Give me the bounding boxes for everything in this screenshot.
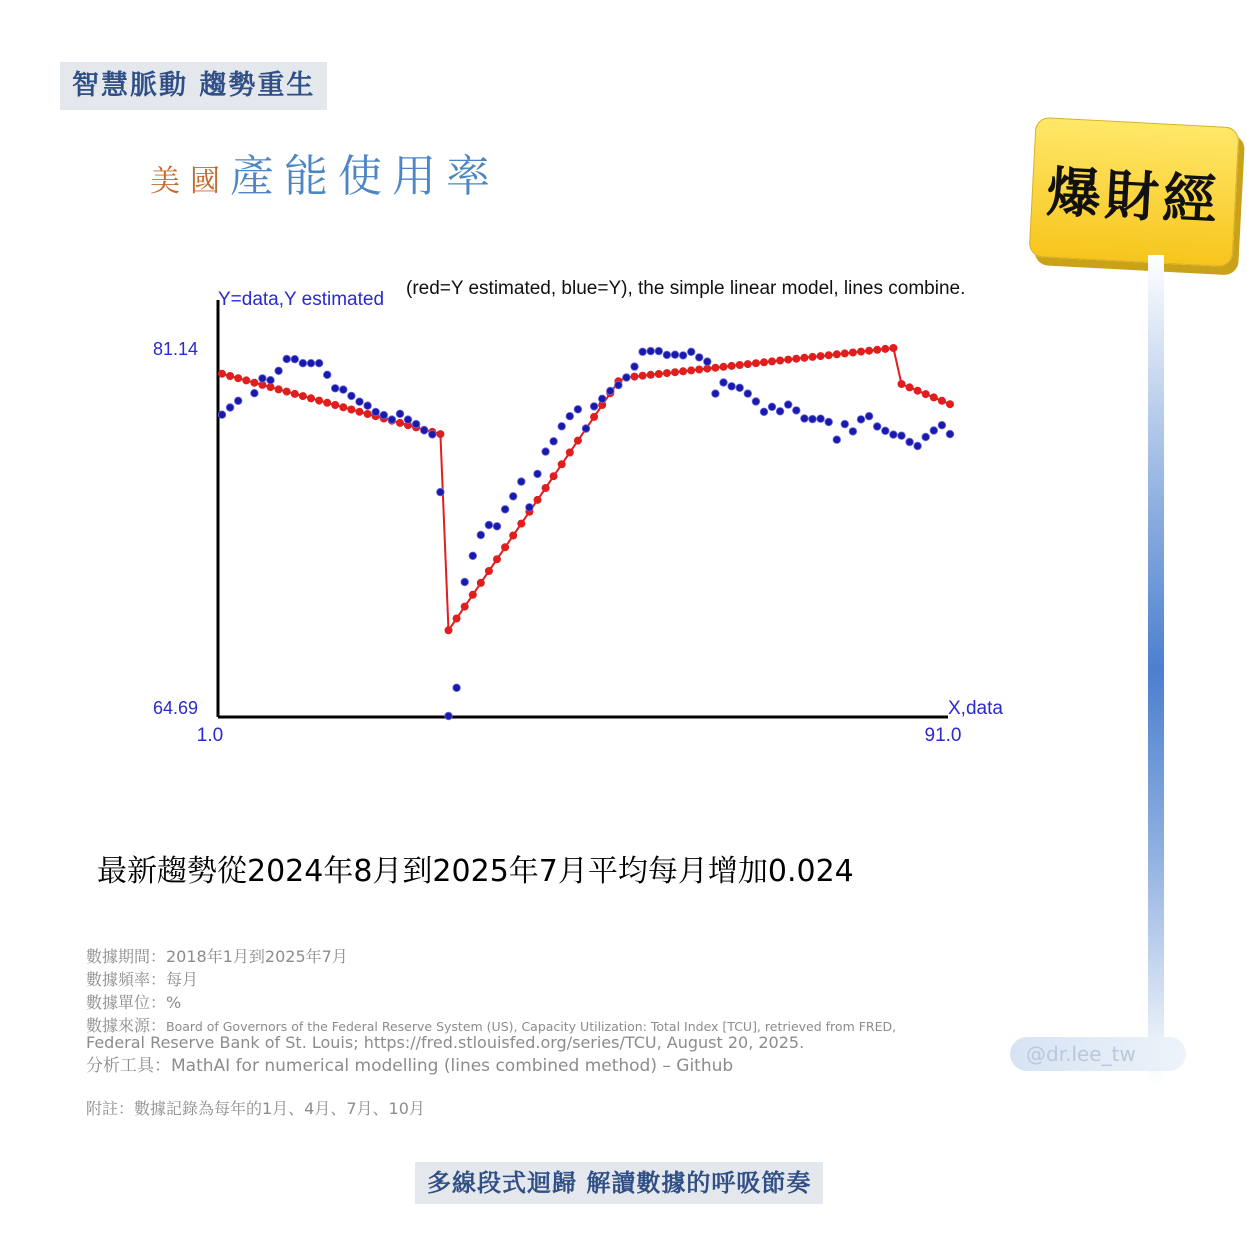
data-point — [396, 410, 404, 418]
estimated-point — [461, 603, 469, 611]
estimated-point — [234, 374, 242, 382]
data-point — [542, 448, 550, 456]
data-point — [404, 416, 412, 424]
estimated-point — [671, 368, 679, 376]
info-source-text-2: Federal Reserve Bank of St. Louis; https://fred.stlouisfed.org/series/TCU, August 20, 2025. — [86, 1033, 805, 1052]
data-point — [299, 359, 307, 367]
estimated-point — [291, 390, 299, 398]
info-frequency: 數據頻率：每月 — [86, 970, 199, 989]
estimated-point — [687, 366, 695, 374]
estimated-point — [760, 358, 768, 366]
estimated-point — [938, 397, 946, 405]
data-point — [356, 398, 364, 406]
x-axis-label: X,data — [948, 698, 1003, 719]
estimated-point — [728, 362, 736, 370]
data-point — [501, 506, 509, 514]
estimated-point — [550, 472, 558, 480]
data-point — [752, 398, 760, 406]
estimated-point — [631, 373, 639, 381]
estimated-point — [784, 356, 792, 364]
data-point — [647, 347, 655, 355]
estimated-point — [315, 397, 323, 405]
estimated-point — [679, 367, 687, 375]
data-point — [259, 375, 267, 383]
estimated-point — [800, 354, 808, 362]
estimated-point — [339, 403, 347, 411]
data-point — [873, 423, 881, 431]
estimated-point — [436, 430, 444, 438]
data-point — [558, 423, 566, 431]
estimated-point — [736, 361, 744, 369]
data-point — [469, 552, 477, 560]
estimated-point — [776, 357, 784, 365]
data-point — [631, 363, 639, 371]
estimated-point — [356, 408, 364, 416]
estimated-point — [655, 370, 663, 378]
data-point — [437, 488, 445, 496]
data-point — [461, 578, 469, 586]
title-main: 產能使用率 — [230, 151, 500, 202]
estimated-point — [307, 394, 315, 402]
x-tick-min: 1.0 — [196, 725, 224, 746]
estimated-point — [331, 401, 339, 409]
estimated-point — [574, 437, 582, 445]
data-point — [607, 387, 615, 395]
estimated-point — [477, 579, 485, 587]
info-tool: 分析工具：MathAI for numerical modelling (lines combined method) – Github — [86, 1056, 734, 1076]
info-unit: 數據單位：% — [86, 993, 182, 1012]
data-point — [445, 712, 453, 720]
data-point — [623, 374, 631, 382]
estimated-point — [857, 348, 865, 356]
estimated-point — [833, 350, 841, 358]
data-point — [412, 420, 420, 428]
footer-tag: 多線段式迴歸 解讀數據的呼吸節奏 — [415, 1162, 823, 1204]
estimated-point — [218, 370, 226, 378]
estimated-point — [881, 345, 889, 353]
data-point — [615, 381, 623, 389]
data-point — [914, 442, 922, 450]
data-point — [477, 531, 485, 539]
data-point — [598, 395, 606, 403]
info-note: 附註：數據記錄為每年的1月、4月、7月、10月 — [86, 1099, 425, 1118]
x-tick-max: 91.0 — [924, 725, 962, 746]
data-point — [849, 428, 857, 436]
estimated-point — [711, 364, 719, 372]
data-point — [922, 433, 930, 441]
data-point — [364, 402, 372, 410]
estimated-point — [517, 520, 525, 528]
trend-summary: 最新趨勢從2024年8月到2025年7月平均每月增加0.024 — [97, 854, 854, 889]
estimated-point — [898, 380, 906, 388]
estimated-line — [222, 348, 950, 630]
data-point — [865, 412, 873, 420]
data-point — [275, 367, 283, 375]
data-point — [582, 425, 590, 433]
data-point — [518, 478, 526, 486]
estimated-point — [250, 379, 258, 387]
estimated-point — [364, 410, 372, 418]
chart-title: (red=Y estimated, blue=Y), the simple linear model, lines combine. — [406, 278, 966, 299]
data-point — [251, 389, 259, 397]
data-point — [784, 401, 792, 409]
data-point — [526, 504, 534, 512]
data-point — [695, 354, 703, 362]
estimated-point — [752, 359, 760, 367]
data-point — [728, 383, 736, 391]
data-point — [744, 390, 752, 398]
data-point — [590, 403, 598, 411]
data-point — [234, 397, 242, 405]
info-source-text-1: Board of Governors of the Federal Reserve System (US), Capacity Utilization: Total Index [TCU], retrieved from FRED, — [166, 1019, 897, 1034]
estimated-point — [695, 366, 703, 374]
data-point — [226, 404, 234, 412]
estimated-point — [275, 385, 283, 393]
data-point — [704, 358, 712, 366]
data-point — [429, 431, 437, 439]
watermark: @dr.lee_tw — [1010, 1037, 1186, 1071]
data-point — [841, 420, 849, 428]
data-point — [493, 523, 501, 531]
estimated-point — [485, 567, 493, 575]
data-point — [712, 390, 720, 398]
data-point — [946, 430, 954, 438]
data-point — [380, 411, 388, 419]
data-point — [307, 359, 315, 367]
estimated-point — [768, 357, 776, 365]
estimated-point — [493, 555, 501, 563]
estimated-point — [347, 406, 355, 414]
estimated-point — [242, 376, 250, 384]
data-point — [833, 436, 841, 444]
data-point — [655, 347, 663, 355]
data-point — [930, 427, 938, 435]
estimated-point — [849, 349, 857, 357]
estimated-point — [445, 626, 453, 634]
data-point — [485, 521, 493, 529]
data-point — [509, 493, 517, 501]
data-point — [760, 408, 768, 416]
estimated-point — [323, 399, 331, 407]
estimated-point — [889, 344, 897, 352]
header-tag: 智慧脈動 趨勢重生 — [60, 62, 327, 110]
estimated-point — [663, 369, 671, 377]
data-point — [534, 470, 542, 478]
data-point — [817, 415, 825, 423]
estimated-point — [792, 355, 800, 363]
info-period: 數據期間：2018年1月到2025年7月 — [86, 947, 348, 966]
data-point — [372, 408, 380, 416]
data-point — [315, 359, 323, 367]
estimated-point — [930, 393, 938, 401]
title-prefix: 美國 — [150, 164, 230, 199]
data-point — [420, 427, 428, 435]
estimated-point — [825, 351, 833, 359]
data-point — [679, 352, 687, 360]
brand-badge-text: 爆財經 — [1045, 158, 1223, 233]
data-point — [566, 412, 574, 420]
estimated-point — [396, 419, 404, 427]
data-point — [340, 386, 348, 394]
estimated-point — [226, 372, 234, 380]
data-point — [938, 421, 946, 429]
estimated-point — [647, 371, 655, 379]
estimated-point — [906, 383, 914, 391]
estimated-point — [809, 353, 817, 361]
data-point — [857, 416, 865, 424]
data-point — [388, 416, 396, 424]
estimated-point — [542, 484, 550, 492]
estimated-point — [501, 543, 509, 551]
data-point — [639, 348, 647, 356]
y-tick-min: 64.69 — [152, 698, 198, 718]
data-point — [291, 355, 299, 363]
y-axis-label: Y=data,Y estimated — [218, 289, 385, 310]
data-point — [331, 385, 339, 393]
estimated-point — [744, 360, 752, 368]
estimated-point — [946, 400, 954, 408]
data-point — [906, 438, 914, 446]
estimated-point — [558, 460, 566, 468]
data-point — [890, 431, 898, 439]
data-point — [776, 408, 784, 416]
data-point — [218, 411, 226, 419]
estimated-point — [453, 615, 461, 623]
y-tick-max: 81.14 — [152, 339, 198, 359]
data-point — [720, 379, 728, 387]
data-point — [898, 432, 906, 440]
info-source-label: 數據來源： — [86, 1016, 167, 1035]
estimated-point — [639, 372, 647, 380]
data-point — [671, 351, 679, 359]
estimated-point — [469, 591, 477, 599]
estimated-point — [914, 387, 922, 395]
data-point — [323, 371, 331, 379]
data-point — [768, 403, 776, 411]
data-point — [687, 348, 695, 356]
data-point — [283, 355, 291, 363]
estimated-point — [299, 392, 307, 400]
data-point — [453, 684, 461, 692]
estimated-point — [703, 365, 711, 373]
estimated-point — [865, 347, 873, 355]
estimated-point — [590, 413, 598, 421]
estimated-point — [534, 496, 542, 504]
data-point — [801, 415, 809, 423]
estimated-point — [922, 390, 930, 398]
data-point — [550, 438, 558, 446]
data-point — [736, 384, 744, 392]
data-point — [574, 406, 582, 414]
estimated-polyline — [222, 348, 950, 630]
data-point — [663, 351, 671, 359]
data-point — [809, 415, 817, 423]
data-point — [267, 376, 275, 384]
estimated-point — [873, 346, 881, 354]
estimated-point — [566, 449, 574, 457]
estimated-point — [283, 388, 291, 396]
estimated-point — [817, 352, 825, 360]
data-point — [348, 392, 356, 400]
data-point — [882, 427, 890, 435]
estimated-point — [720, 363, 728, 371]
estimated-point — [509, 532, 517, 540]
data-point — [825, 418, 833, 426]
estimated-points — [218, 344, 954, 634]
estimated-point — [841, 349, 849, 357]
data-point — [793, 407, 801, 415]
